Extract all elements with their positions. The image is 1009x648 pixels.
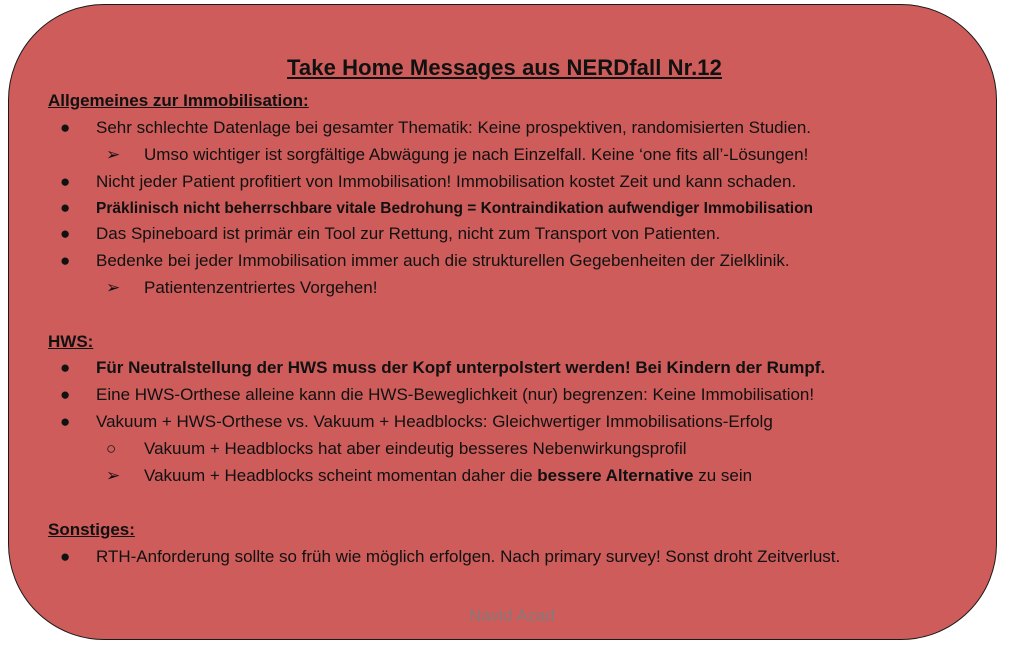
list-item: ○ Vakuum + Headblocks hat aber eindeutig besseres Nebenwirkungsprofil [106,439,687,458]
list-item: ➢ Vakuum + Headblocks scheint momentan daher die bessere Alternative zu sein [106,466,753,485]
arrow-icon: ➢ [106,278,121,297]
list-item: ● Sehr schlechte Datenlage bei gesamter Thematik: Keine prospektiven, randomisierten Studien. [60,118,812,137]
list-item: ➢ Umso wichtiger ist sorgfältige Abwägung je nach Einzelfall. Keine ‘one fits all’-Lösungen! [106,145,809,164]
list-item: ● Für Neutralstellung der HWS muss der Kopf unterpolstert werden! Bei Kindern der Rumpf. [60,358,826,377]
bullet-icon: ● [60,547,71,566]
list-item: ➢ Patientenzentriertes Vorgehen! [106,278,378,297]
page-title: Take Home Messages aus NERDfall Nr.12 [287,55,722,80]
section-heading-immobilisation: Allgemeines zur Immobilisation: [48,91,309,110]
bullet-icon: ● [60,385,71,404]
list-item: ● Nicht jeder Patient profitiert von Immobilisation! Immobilisation kostet Zeit und kann schaden. [60,172,797,191]
list-item: ● Das Spineboard ist primär ein Tool zur Rettung, nicht zum Transport von Patienten. [60,224,721,243]
circle-bullet-icon: ○ [106,439,117,458]
section-heading-hws: HWS: [48,332,94,351]
arrow-icon: ➢ [106,466,121,485]
list-item: ● Präklinisch nicht beherrschbare vitale Bedrohung = Kontraindikation aufwendiger Immobilisation [60,198,814,217]
bullet-icon: ● [60,118,71,137]
list-item: ● RTH-Anforderung sollte so früh wie möglich erfolgen. Nach primary survey! Sonst droht Zeitverlust. [60,547,841,566]
bullet-icon: ● [60,358,71,377]
bullet-icon: ● [60,251,71,270]
section-heading-sonstiges: Sonstiges: [48,520,135,539]
list-item: ● Vakuum + HWS-Orthese vs. Vakuum + Headblocks: Gleichwertiger Immobilisations-Erfolg [60,412,773,431]
bullet-icon: ● [60,412,71,431]
list-item: ● Eine HWS-Orthese alleine kann die HWS-Beweglichkeit (nur) begrenzen: Keine Immobilisation! [60,385,815,404]
list-item: ● Bedenke bei jeder Immobilisation immer auch die strukturellen Gegebenheiten der Zielklinik. [60,251,790,270]
bullet-icon: ● [60,224,71,243]
bullet-icon: ● [60,172,71,191]
arrow-icon: ➢ [106,145,121,164]
bullet-icon: ● [60,198,71,217]
author-footer: Navid Azad [469,606,555,625]
